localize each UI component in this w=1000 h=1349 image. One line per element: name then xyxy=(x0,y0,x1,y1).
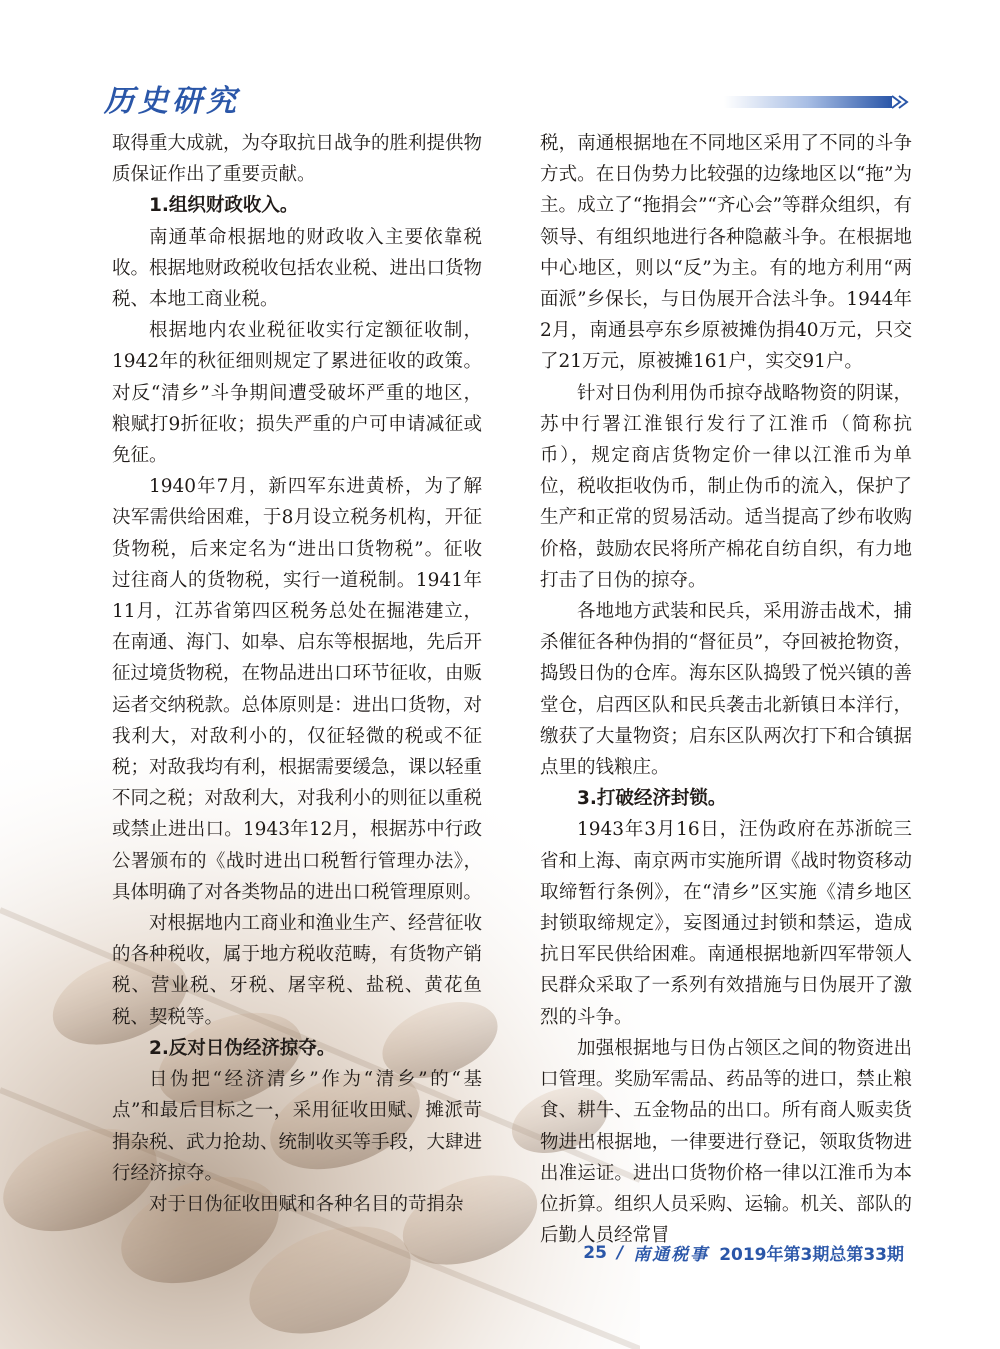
paragraph: 根据地内农业税征收实行定额征收制，1942年的秋征细则规定了累进征收的政策。对反“清乡”斗争期间遭受破坏严重的地区，粮赋打9折征收；损失严重的户可申请减征或免征。 xyxy=(112,320,482,467)
paragraph: 南通革命根据地的财政收入主要依靠税收。根据地财政税收包括农业税、进出口货物税、本地工商业税。 xyxy=(112,226,483,311)
paragraph: 1943年3月16日，汪伪政府在苏浙皖三省和上海、南京两市实施所谓《战时物资移动取缔暂行条例》，在“清乡”区实施《清乡地区封锁取缔规定》，妄图通过封锁和禁运，造成抗日军民供给困难。南通根据地新四军带领人民群众采取了一系列有效措施与日伪展开了激烈的斗争。 xyxy=(540,819,912,1028)
paragraph: 1940年7月，新四军东进黄桥，为了解决军需供给困难，于8月设立税务机构，开征货物税，后来定名为“进出口货物税”。征收过往商人的货物税，实行一道税制。1941年11月，江苏省第四区税务总处在掘港建立，在南通、海门、如皋、启东等根据地，先后开征过境货物税，在物品进出口环节征收，由贩运者交纳税款。总体原则是：进出口货物，对我利大，对敌利小的，仅征轻微的税或不征税；对敌我均有利，根据需要缓急，课以轻重不同之税；对敌利大，对我利小的则征以重税或禁止进出口。1943年12月，根据苏中行政公署颁布的《战时进出口税暂行管理办法》，具体明确了对各类物品的进出口税管理原则。 xyxy=(112,476,483,903)
header-decorative-bar xyxy=(724,93,910,111)
paragraph: 对于日伪征收田赋和各种名目的苛捐杂 xyxy=(149,1193,464,1215)
paragraph: 税，南通根据地在不同地区采用了不同的斗争方式。在日伪势力比较强的边缘地区以“拖”为主。成立了“拖捐会”“齐心会”等群众组织，有领导、有组织地进行各种隐蔽斗争。在根据地中心地区，则以“反”为主。有的地方利用“两面派”乡保长，与日伪展开合法斗争。1944年2月，南通县亭东乡原被摊伪捐40万元，只交了21万元，原被摊161户，实交91户。 xyxy=(540,133,912,373)
paragraph: 加强根据地与日伪占领区之间的物资进出口管理。奖励军需品、药品等的进口，禁止粮食、耕牛、五金物品的出口。所有商人贩卖货物进出根据地，一律要进行登记，领取货物进出准运证。进出口货物价格一律以江淮币为本位折算。组织人员采购、运输。机关、部队的后勤人员经常冒 xyxy=(540,1037,912,1247)
paragraph: 针对日伪利用伪币掠夺战略物资的阴谋，苏中行署江淮银行发行了江淮币（简称抗币），规定商店货物定价一律以江淮币为单位，税收拒收伪币，制止伪币的流入，保护了生产和正常的贸易活动。适当提高了纱布收购价格，鼓励农民将所产棉花自纺自织，有力地打击了日伪的掠夺。 xyxy=(540,382,912,591)
footer-separator: / xyxy=(616,1242,624,1263)
subsection-heading: 2.反对日伪经济掠夺。 xyxy=(149,1037,336,1059)
paragraph: 取得重大成就，为夺取抗日战争的胜利提供物质保证作出了重要贡献。 xyxy=(112,133,483,186)
page-footer xyxy=(583,1240,904,1265)
subsection-heading: 1.组织财政收入。 xyxy=(149,195,299,217)
issue-info: 2019年第3期总第33期 xyxy=(719,1245,904,1265)
double-chevron-right-icon xyxy=(892,96,907,108)
subsection-heading: 3.打破经济封锁。 xyxy=(577,788,727,810)
paragraph: 对根据地内工商业和渔业生产、经营征收的各种税收，属于地方税收范畴，有货物产销税、营业税、牙税、屠宰税、盐税、黄花鱼税、契税等。 xyxy=(112,913,483,1028)
page-number: 25 xyxy=(583,1242,607,1263)
paragraph: 各地地方武装和民兵，采用游击战术，捕杀催征各种伪捐的“督征员”，夺回被抢物资，捣毁日伪的仓库。海东区队捣毁了悦兴镇的善堂仓，启西区队和民兵袭击北新镇日本洋行，缴获了大量物资；启东区队两次打下和合镇据点里的钱粮庄。 xyxy=(540,601,912,779)
left-text-column xyxy=(112,128,482,1220)
paragraph: 日伪把“经济清乡”作为“清乡”的“基点”和最后目标之一，采用征收田赋、摊派苛捐杂税、武力抢劫、统制收买等手段，大肆进行经济掠夺。 xyxy=(112,1069,483,1184)
section-title: 历史研究 xyxy=(104,84,240,119)
right-text-column xyxy=(540,128,912,1251)
magazine-name: 南通税事 xyxy=(633,1245,710,1265)
